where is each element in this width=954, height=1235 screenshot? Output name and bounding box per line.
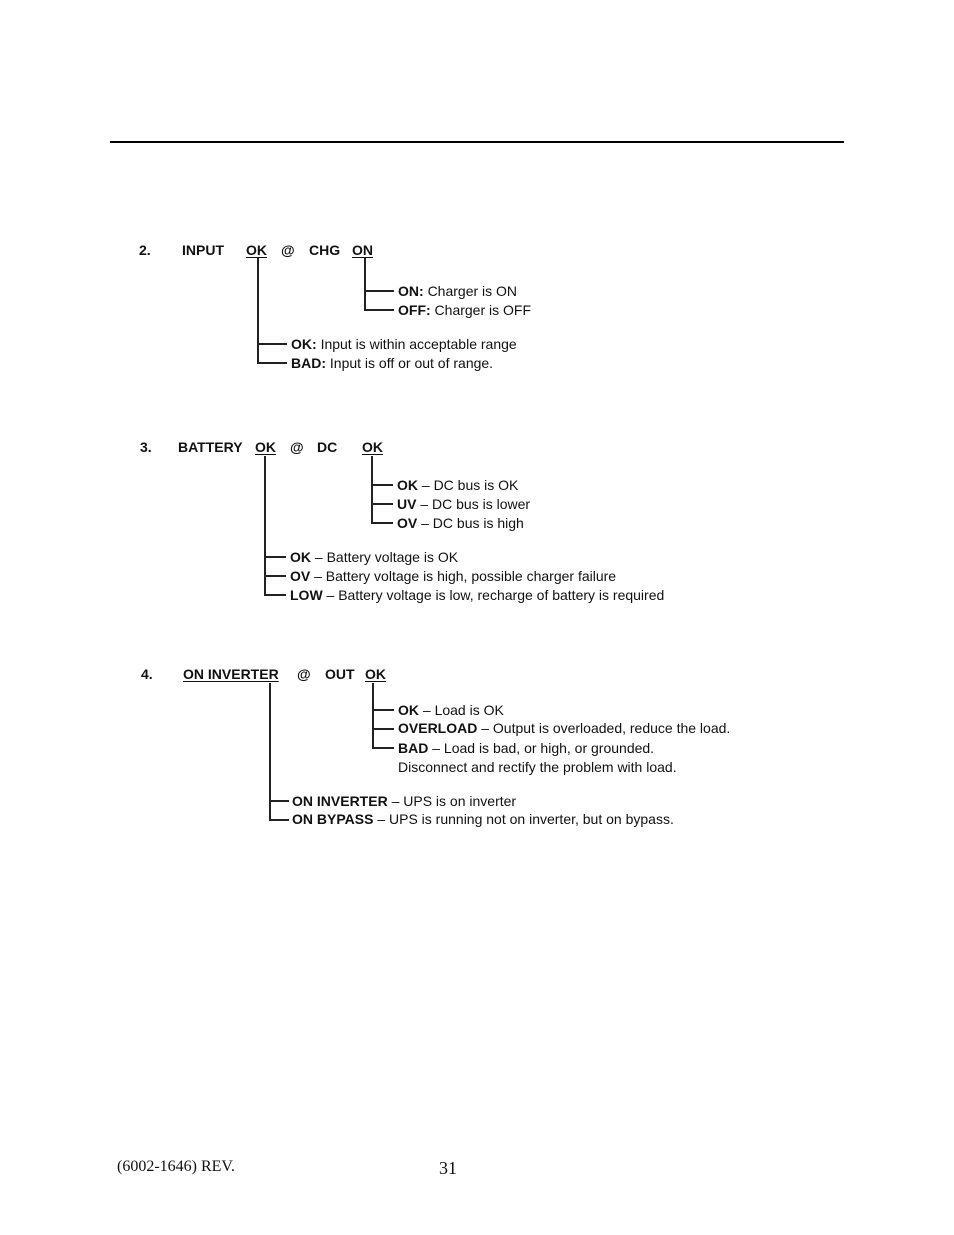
connector-line: [269, 683, 271, 819]
document-reference: (6002-1646) REV.: [117, 1158, 235, 1175]
legend-item: LOW – Battery voltage is low, recharge of battery is required: [290, 587, 665, 603]
connector-line: [371, 503, 393, 505]
connector-line: [372, 683, 374, 747]
legend-item: OVERLOAD – Output is overloaded, reduce the load.: [398, 720, 731, 736]
at-symbol: @: [297, 666, 311, 682]
connector-line: [372, 747, 394, 749]
connector-line: [257, 362, 287, 364]
connector-line: [264, 556, 286, 558]
connector-line: [364, 309, 394, 311]
connector-line: [257, 343, 287, 345]
connector-line: [264, 575, 286, 577]
at-symbol: @: [290, 439, 304, 455]
legend-item: ON: Charger is ON: [398, 283, 518, 299]
section-number: 3.: [140, 439, 152, 455]
legend-item: ON BYPASS – UPS is running not on inverter, but on bypass.: [292, 811, 674, 827]
legend-item: OK: Input is within acceptable range: [291, 336, 517, 352]
legend-item: BAD – Load is bad, or high, or grounded.: [398, 740, 655, 756]
legend-item: OV – DC bus is high: [397, 515, 524, 531]
legend-item: OV – Battery voltage is high, possible charger failure: [290, 568, 617, 584]
input-status: OK: [246, 242, 267, 258]
header-rule: [110, 141, 844, 143]
connector-line: [264, 594, 286, 596]
connector-line: [269, 800, 289, 802]
display-label-2: DC: [317, 439, 338, 455]
connector-line: [372, 709, 394, 711]
section-number: 2.: [139, 242, 151, 258]
connector-line: [257, 258, 259, 363]
connector-line: [364, 290, 394, 292]
display-label-2: OUT: [325, 666, 355, 682]
connector-line: [371, 522, 393, 524]
legend-item: ON INVERTER – UPS is on inverter: [292, 793, 517, 809]
display-label: BATTERY: [178, 439, 243, 455]
dc-status: OK: [362, 439, 383, 455]
connector-line: [269, 819, 289, 821]
at-symbol: @: [281, 242, 295, 258]
page-number: 31: [439, 1158, 457, 1178]
battery-status: OK: [255, 439, 276, 455]
connector-line: [371, 456, 373, 522]
inverter-status: ON INVERTER: [183, 666, 279, 682]
display-label: INPUT: [182, 242, 224, 258]
legend-item: UV – DC bus is lower: [397, 496, 531, 512]
legend-item: OK – Battery voltage is OK: [290, 549, 459, 565]
legend-item: BAD: Input is off or out of range.: [291, 355, 494, 371]
legend-item: OK – DC bus is OK: [397, 477, 519, 493]
legend-item: OK – Load is OK: [398, 702, 504, 718]
output-status: OK: [365, 666, 386, 682]
legend-item: OFF: Charger is OFF: [398, 302, 532, 318]
legend-note: Disconnect and rectify the problem with load.: [398, 759, 677, 775]
connector-line: [371, 484, 393, 486]
section-number: 4.: [141, 666, 153, 682]
display-label-2: CHG: [309, 242, 341, 258]
connector-line: [364, 258, 366, 310]
charger-status: ON: [352, 242, 373, 258]
connector-line: [372, 728, 394, 730]
